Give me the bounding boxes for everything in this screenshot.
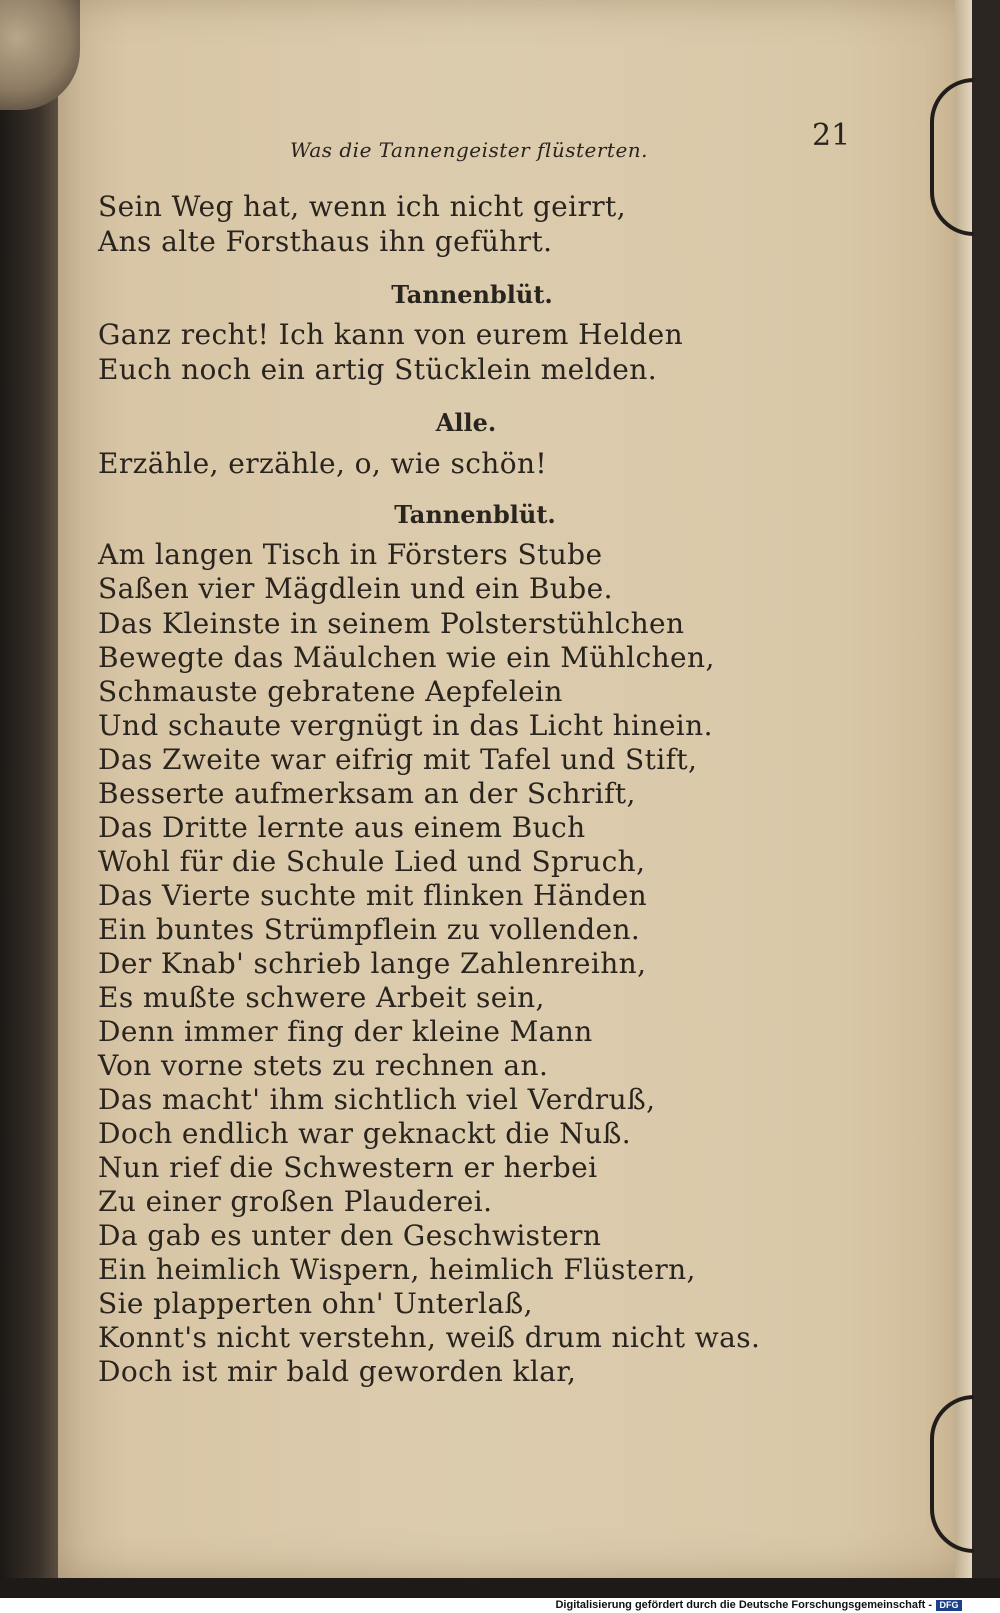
verse-line: Ein buntes Strümpflein zu vollenden.: [98, 913, 641, 946]
verse-line: Sein Weg hat, wenn ich nicht geirrt,: [98, 190, 627, 223]
verse-line: Ein heimlich Wispern, heimlich Flüstern,: [98, 1253, 696, 1286]
verse-line: Euch noch ein artig Stücklein melden.: [98, 353, 657, 386]
page-fore-edge: [955, 0, 972, 1578]
speaker-name: Alle.: [435, 408, 497, 437]
verse-line: Schmauste gebratene Aepfelein: [98, 675, 563, 708]
verse-line: Da gab es unter den Geschwistern: [98, 1219, 602, 1252]
verse-line: Wohl für die Schule Lied und Spruch,: [98, 845, 646, 878]
verse-line: Konnt's nicht verstehn, weiß drum nicht was.: [98, 1321, 761, 1354]
verse-line: Von vorne stets zu rechnen an.: [98, 1049, 549, 1082]
verse-line: Das Dritte lernte aus einem Buch: [98, 811, 586, 844]
verse-line: Denn immer fing der kleine Mann: [98, 1015, 593, 1048]
verse-line: Sie plapperten ohn' Unterlaß,: [98, 1287, 533, 1320]
verse-line: Das Kleinste in seinem Polsterstühlchen: [98, 607, 685, 640]
verse-line: Und schaute vergnügt in das Licht hinein.: [98, 709, 713, 742]
verse-line: Das macht' ihm sichtlich viel Verdruß,: [98, 1083, 656, 1116]
speaker-name: Tannenblüt.: [391, 280, 553, 309]
running-head: Was die Tannengeister flüsterten.: [290, 138, 649, 162]
verse-line: Es mußte schwere Arbeit sein,: [98, 981, 545, 1014]
page-number: 21: [812, 118, 851, 153]
verse-line: Ganz recht! Ich kann von eurem Helden: [98, 318, 684, 351]
verse-line: Saßen vier Mägdlein und ein Bube.: [98, 572, 613, 605]
verse-line: Bewegte das Mäulchen wie ein Mühlchen,: [98, 641, 715, 674]
verse-line: Zu einer großen Plauderei.: [98, 1185, 493, 1218]
page-clamp-top: [930, 78, 974, 236]
verse-line: Das Vierte suchte mit flinken Händen: [98, 879, 648, 912]
verse-line: Erzähle, erzähle, o, wie schön!: [98, 447, 548, 480]
digitization-credit: Digitalisierung gefördert durch die Deutsche Forschungsgemeinschaft -: [555, 1599, 932, 1611]
verse-line: Das Zweite war eifrig mit Tafel und Stift,: [98, 743, 698, 776]
verse-line: Am langen Tisch in Försters Stube: [98, 538, 603, 571]
verse-line: Doch endlich war geknackt die Nuß.: [98, 1117, 631, 1150]
speaker-name: Tannenblüt.: [394, 500, 556, 529]
page-clamp-bottom: [930, 1395, 974, 1553]
dfg-logo: DFG: [936, 1600, 962, 1611]
verse-line: Nun rief die Schwestern er herbei: [98, 1151, 598, 1184]
verse-line: Doch ist mir bald geworden klar,: [98, 1355, 577, 1388]
scan-bottom-border: [0, 1578, 1000, 1598]
verse-line: Besserte aufmerksam an der Schrift,: [98, 777, 636, 810]
verse-line: Ans alte Forsthaus ihn geführt.: [98, 225, 553, 258]
verse-line: Der Knab' schrieb lange Zahlenreihn,: [98, 947, 647, 980]
